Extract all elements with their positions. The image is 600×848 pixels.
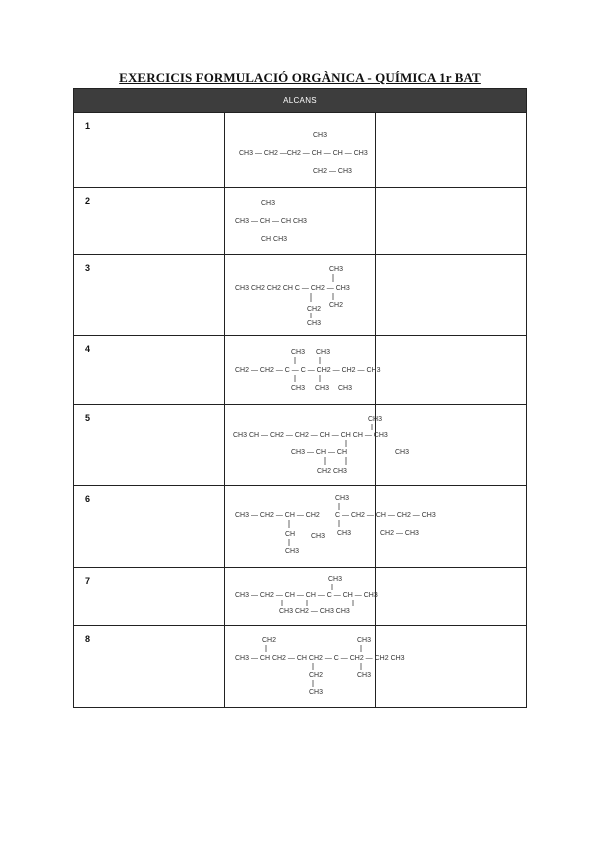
formula-text: CH3 — [291, 349, 306, 356]
formula-text: CH3 — [285, 548, 300, 555]
exercise-number: 6 — [74, 486, 225, 568]
structural-formula — [225, 486, 436, 568]
formula-text: CH3 — [307, 320, 322, 327]
formula-text: CH3 — [261, 200, 276, 207]
table-row — [74, 486, 527, 568]
formula-text: CH3 CH — CH2 — CH2 — CH — CH CH — CH3 — [233, 432, 388, 439]
formula-text: CH3 — [309, 689, 324, 696]
table-row — [74, 113, 527, 188]
formula-text: CH3 — [338, 385, 353, 392]
formula-text: CH3 — [329, 266, 344, 273]
page-title: EXERCICIS FORMULACIÓ ORGÀNICA - QUÍMICA 1r BAT — [119, 70, 481, 85]
formula-text: CH3 — [316, 349, 331, 356]
structural-formula — [225, 405, 410, 486]
exercise-table — [73, 88, 527, 708]
structural-formula — [225, 188, 376, 255]
table-row — [74, 568, 527, 626]
table-row — [74, 336, 527, 405]
formula-text: CH3 — CH2 — CH — CH2 — [235, 512, 320, 519]
formula-text: CH3 — CH2 —CH2 — CH — CH — CH3 — [239, 150, 368, 157]
formula-text: CH3 — [357, 672, 372, 679]
formula-text: CH3 — [395, 449, 410, 456]
structural-formula — [225, 255, 376, 336]
formula-text: CH3 — CH — CH CH3 — [235, 218, 307, 225]
exercise-number: 7 — [74, 568, 225, 626]
exercise-sheet — [73, 88, 527, 708]
formula-text: CH2 — CH3 — [380, 530, 419, 537]
formula-text: CH3 CH2 CH2 CH C — CH2 — CH3 — [235, 285, 350, 292]
formula-text: CH2 — CH3 — [313, 168, 352, 175]
formula-text: CH3 — [357, 637, 372, 644]
table-row — [74, 188, 527, 255]
exercise-number: 3 — [74, 255, 225, 336]
formula-text: CH2 — [309, 672, 324, 679]
formula-text: C — CH2 — CH — CH2 — CH3 — [335, 512, 436, 519]
formula-text: CH3 CH2 — CH3 CH3 — [279, 608, 350, 615]
formula-text: CH3 — [313, 132, 328, 139]
formula-text: CH2 CH3 — [317, 468, 347, 475]
formula-text: CH3 — [315, 385, 330, 392]
exercise-number: 2 — [74, 188, 225, 255]
section-header: ALCANS — [74, 89, 527, 113]
formula-text: CH2 — [262, 637, 277, 644]
structural-formula — [225, 113, 376, 188]
table-row — [74, 405, 527, 486]
formula-text: CH3 — [368, 416, 383, 423]
structural-formula — [225, 336, 381, 405]
table-row — [74, 626, 527, 708]
structural-formula — [225, 626, 405, 708]
table-row — [74, 255, 527, 336]
exercise-number: 8 — [74, 626, 225, 708]
formula-text: CH3 — [311, 533, 326, 540]
formula-text: CH3 — CH CH2 — CH CH2 — C — CH2 — CH2 CH3 — [235, 655, 405, 662]
formula-text: CH2 — [329, 302, 344, 309]
exercise-number: 1 — [74, 113, 225, 188]
formula-text: CH3 — CH — CH — [291, 449, 348, 456]
exercise-number: 5 — [74, 405, 225, 486]
formula-text: CH3 — CH2 — CH — CH — C — CH — CH3 — [235, 592, 378, 599]
formula-text: CH2 — [307, 306, 322, 313]
structural-formula — [225, 568, 376, 626]
formula-text: CH3 — [335, 495, 350, 502]
exercise-number: 4 — [74, 336, 225, 405]
formula-text: CH — [285, 531, 296, 538]
formula-text: CH3 — [291, 385, 306, 392]
formula-text: CH3 — [328, 576, 343, 583]
formula-text: CH CH3 — [261, 236, 288, 243]
formula-text: CH3 — [337, 530, 352, 537]
formula-text: CH2 — CH2 — C — C — CH2 — CH2 — CH3 — [235, 367, 381, 374]
